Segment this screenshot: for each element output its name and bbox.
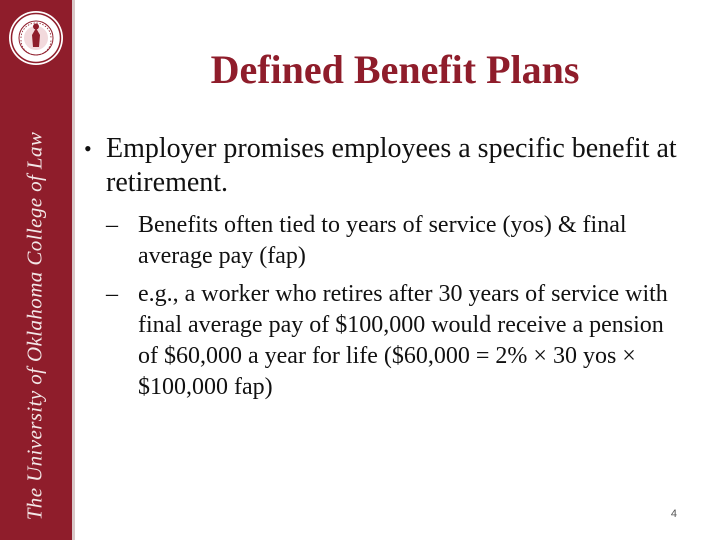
sub-bullet-marker: – — [106, 281, 118, 307]
sub-bullet-list — [82, 210, 682, 403]
sub-bullet-marker: – — [106, 212, 118, 238]
sub-bullet-text: e.g., a worker who retires after 30 years of service with final average pay of $100,000 would receive a pension of $60,000 a year for life ($60,000 = 2% × 30 yos × $100,000 fap) — [138, 281, 668, 400]
sub-bullet-text: Benefits often tied to years of service (yos) & final average pay (fap) — [138, 212, 627, 269]
slide-title: Defined Benefit Plans — [210, 47, 580, 92]
bullet-text: Employer promises employees a specific benefit at retirement. — [106, 133, 677, 198]
page-number: 4 — [670, 508, 677, 520]
bullet-item — [82, 132, 682, 200]
sidebar-vertical-text: The University of Oklahoma College of Law — [22, 131, 47, 521]
sidebar — [0, 0, 72, 540]
slide-content — [82, 132, 682, 410]
sidebar-divider — [72, 0, 75, 540]
sub-bullet-item — [82, 279, 682, 403]
sub-bullet-item — [82, 210, 682, 272]
university-seal-icon — [7, 9, 65, 67]
bullet-marker: • — [84, 136, 92, 161]
